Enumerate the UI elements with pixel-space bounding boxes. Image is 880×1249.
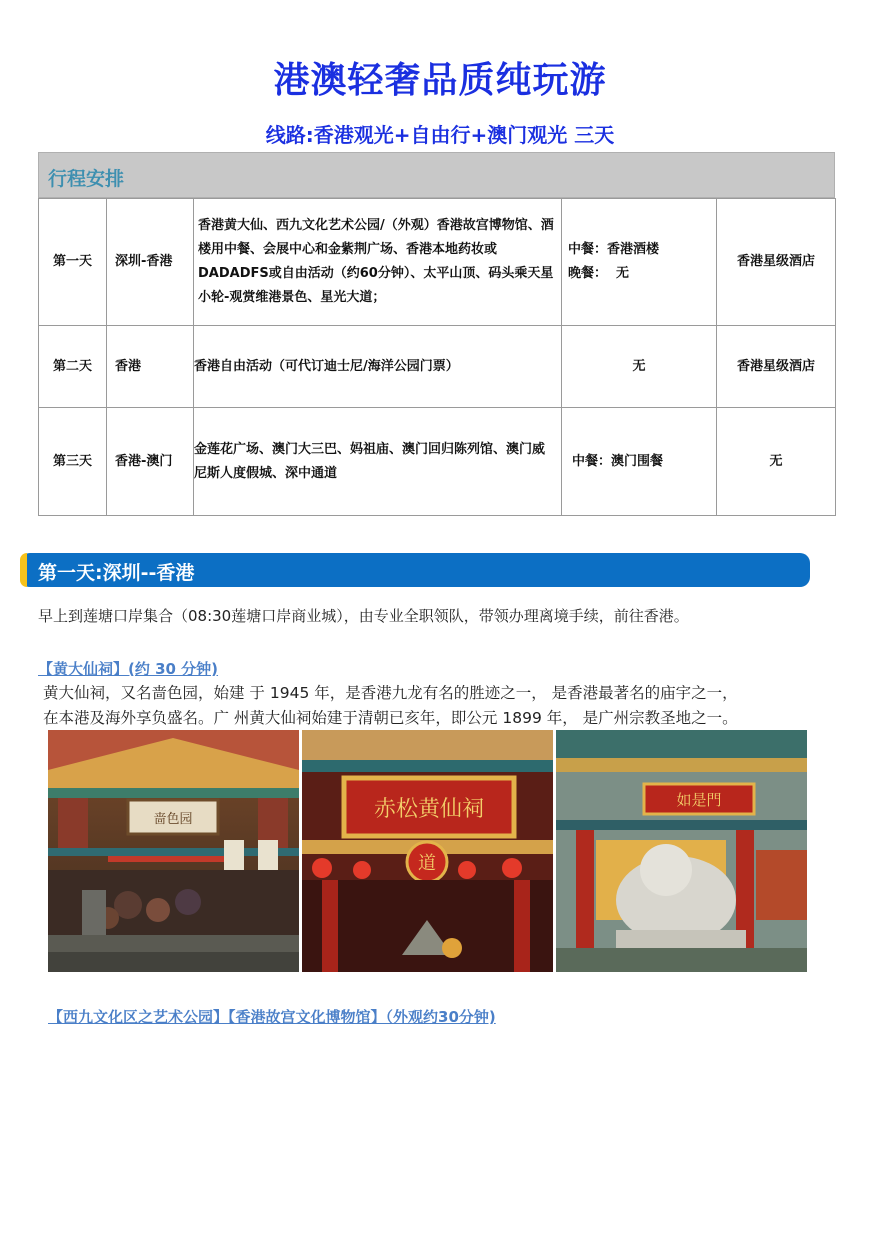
meal-cell [562, 199, 717, 326]
table-row [39, 199, 836, 326]
sites-cell: 金莲花广场、澳门大三巴、妈祖庙、澳门回归陈列馆、澳门威尼斯人度假城、深中通道 [194, 408, 562, 516]
route-cell: 香港-澳门 [107, 408, 194, 516]
photo-sign-text: 道 [418, 853, 436, 874]
wong-tai-sin-link[interactable]: 【黄大仙祠】(约 30 分钟) [38, 660, 219, 678]
description-line: 在本港及海外享负盛名。广 州黄大仙祠始建于清朝已亥年，即公元 1899 年， 是广州宗教圣地之一。 [43, 709, 738, 727]
stone-lion-photo [556, 730, 807, 972]
wong-tai-sin-description [43, 681, 843, 731]
day-cell: 第一天 [39, 199, 107, 326]
schedule-header [38, 152, 835, 198]
route-cell: 香港 [107, 326, 194, 408]
schedule-header-label: 行程安排 [48, 168, 125, 190]
banner-accent [20, 553, 27, 587]
photo-sign-text: 如是門 [676, 791, 722, 809]
day-cell: 第三天 [39, 408, 107, 516]
photo-sign-text: 啬色园 [153, 812, 193, 827]
page-title: 港澳轻奢品质纯玩游 [273, 60, 607, 101]
meal-cell: 中餐：澳门围餐 [562, 408, 717, 516]
day1-banner [20, 553, 810, 587]
description-line: 黄大仙祠，又名啬色园，始建 于 1945 年，是香港九龙有名的胜迹之一， 是香港最著名的庙宇之一， [43, 684, 738, 702]
sites-cell: 香港黄大仙、西九文化艺术公园/（外观）香港故宫博物馆、酒楼用中餐、会展中心和金紫荆广场、香港本地药妆或DADADFS或自由活动（约60分钟）、太平山顶、码头乘天星小轮-观赏维港景色、星光大道； [194, 199, 562, 326]
meal-cell: 无 [562, 326, 717, 408]
west-kowloon-link[interactable]: 【西九文化区之艺术公园】【香港故宫文化博物馆】（外观约30分钟) [48, 1008, 496, 1026]
table-row [39, 326, 836, 408]
route-cell: 深圳-香港 [107, 199, 194, 326]
day-cell: 第二天 [39, 326, 107, 408]
temple-gate-photo [48, 730, 299, 972]
table-row [39, 408, 836, 516]
lunch-text: 中餐：香港酒楼 [568, 242, 660, 257]
schedule-table [38, 198, 836, 516]
route-subtitle: 线路:香港观光+自由行+澳门观光 三天 [265, 123, 615, 147]
photo-sign-text: 赤松黄仙祠 [373, 797, 485, 822]
day1-intro: 早上到莲塘口岸集合（08:30莲塘口岸商业城），由专业全职领队，带领办理离境手续，前往香港。 [38, 607, 689, 625]
day1-banner-label: 第一天:深圳--香港 [38, 562, 195, 584]
hotel-cell: 香港星级酒店 [717, 326, 836, 408]
hotel-cell: 无 [717, 408, 836, 516]
dinner-text: 晚餐： 无 [568, 266, 630, 281]
hotel-cell: 香港星级酒店 [717, 199, 836, 326]
sites-cell: 香港自由活动（可代订迪士尼/海洋公园门票） [194, 326, 562, 408]
temple-plaque-photo [302, 730, 553, 972]
